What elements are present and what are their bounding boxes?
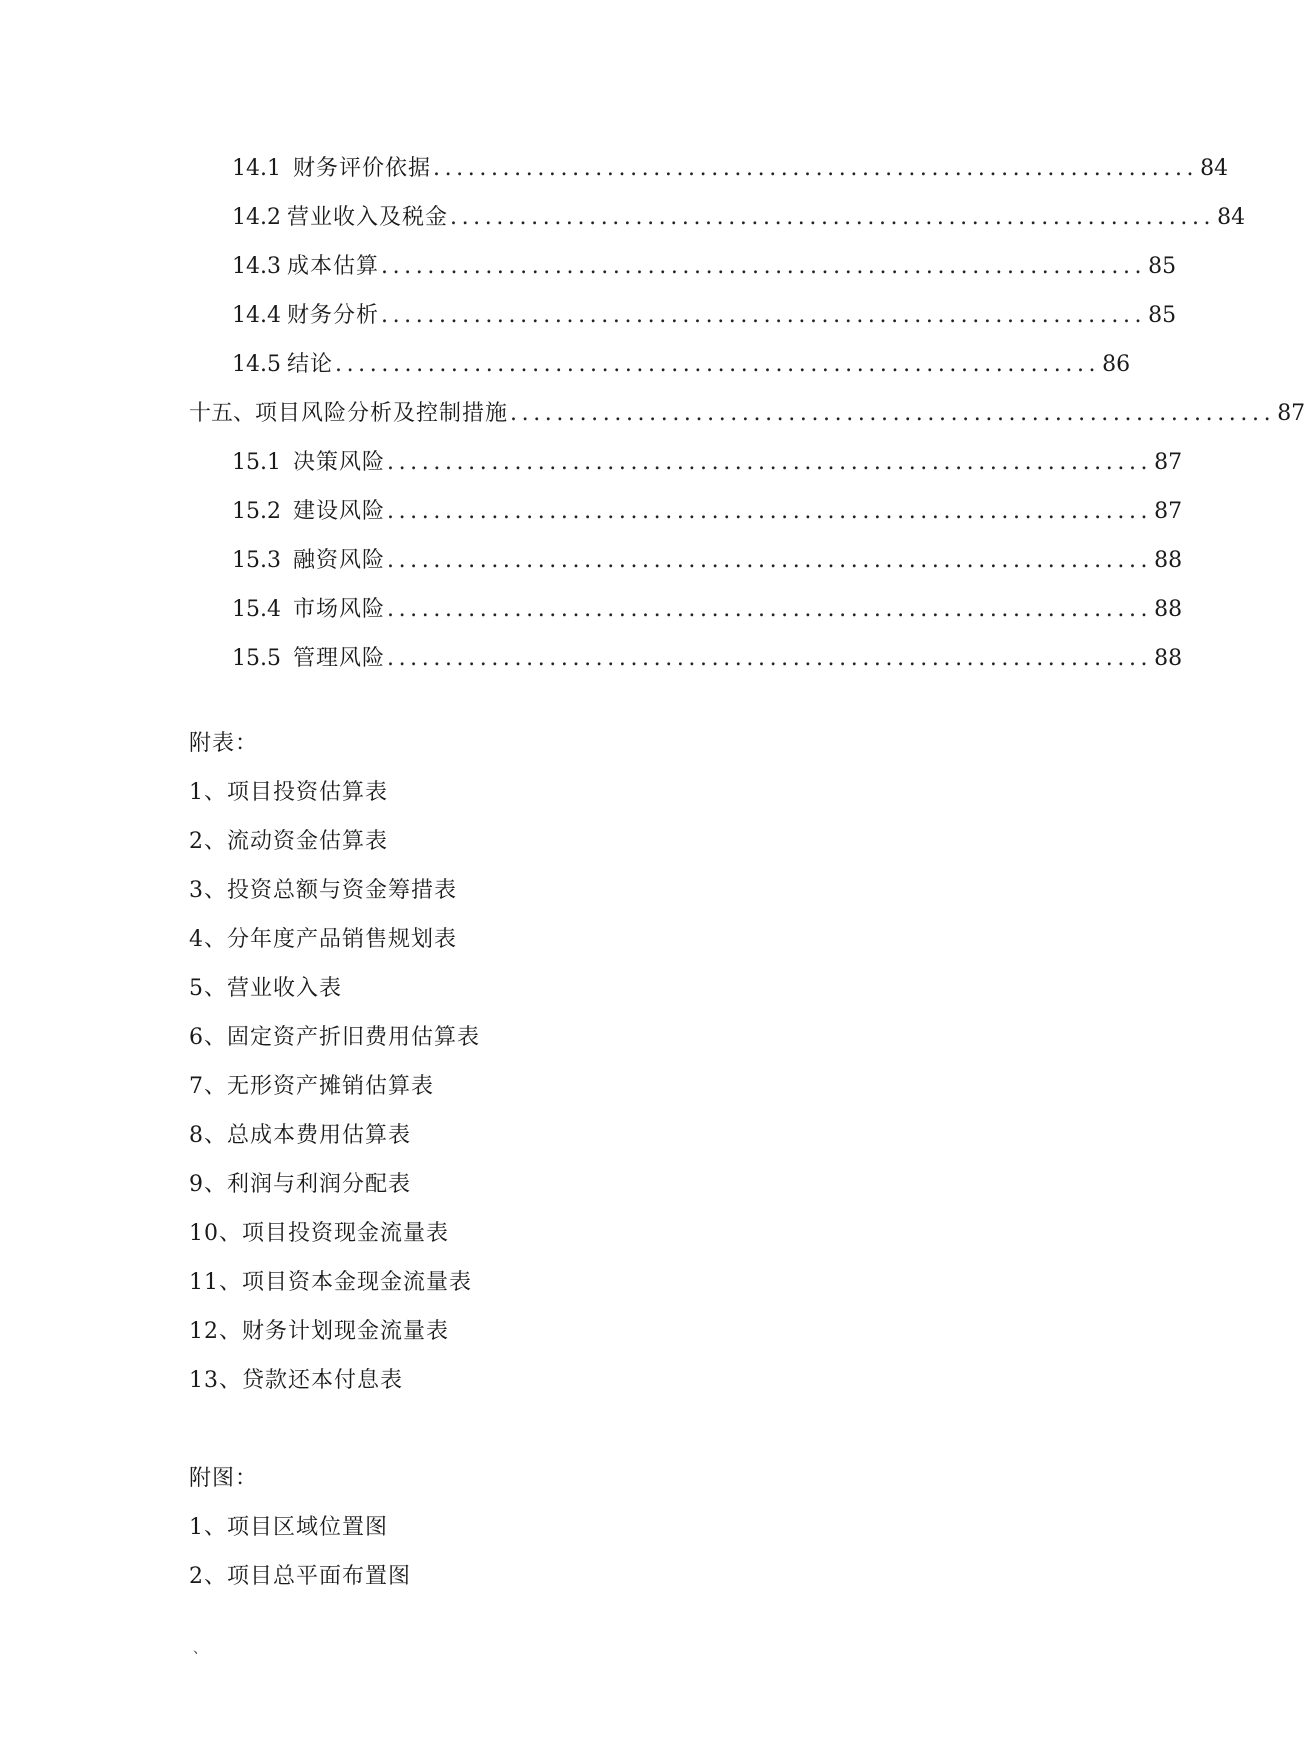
toc-entry-number: 15.1 [232,450,281,475]
toc-entry[interactable] [189,352,1131,402]
toc-entry[interactable] [189,254,1177,304]
toc-dot-leader: .................................................................. [387,548,1153,573]
toc-dot-leader: .................................................................. [510,401,1276,426]
toc-entry[interactable] [189,499,1183,549]
appendix-figures-section [189,1467,889,1614]
toc-entry[interactable] [189,450,1183,500]
toc-entry-title: 管理风险 [292,646,385,671]
toc-entry-number: 15.3 [232,548,281,573]
toc-entry-title: 项目风险分析及控制措施 [255,401,509,426]
toc-entry[interactable] [189,597,1183,647]
toc-dot-leader: .................................................................. [387,597,1153,622]
toc-page-number: 87 [1154,499,1183,524]
toc-dot-leader: .................................................................. [450,205,1216,230]
appendix-figures-heading: 附图： [189,1466,259,1491]
toc-entry-title: 建设风险 [292,499,385,524]
toc-entry[interactable] [189,205,1246,255]
toc-entry-number: 14.4 [232,303,281,328]
toc-entry-title: 成本估算 [286,254,379,279]
toc-dot-leader: .................................................................. [381,303,1147,328]
appendix-table-item: 1、项目投资估算表 [189,780,388,805]
toc-entry-title: 财务评价依据 [292,156,431,181]
toc-entry-title: 结论 [286,352,333,377]
appendix-figure-item: 1、项目区域位置图 [189,1515,388,1540]
toc-entry[interactable] [189,646,1183,696]
toc-entry-number: 14.2 [232,205,281,230]
toc-dot-leader: .................................................................. [387,646,1153,671]
appendix-table-item: 11、项目资本金现金流量表 [189,1270,472,1295]
toc-entry[interactable] [189,548,1183,598]
toc-page-number: 84 [1217,205,1246,230]
toc-entry-number: 14.1 [232,156,281,181]
toc-entry-number: 14.5 [232,352,281,377]
toc-entry-title: 决策风险 [292,450,385,475]
toc-dot-leader: .................................................................. [381,254,1147,279]
appendix-table-item: 2、流动资金估算表 [189,829,388,854]
toc-page-number: 85 [1148,254,1177,279]
toc-entry-title: 财务分析 [286,303,379,328]
appendix-table-item: 3、投资总额与资金筹措表 [189,878,457,903]
toc-entry-number: 15.2 [232,499,281,524]
toc-entry-number: 15.5 [232,646,281,671]
appendix-table-item: 5、营业收入表 [189,976,342,1001]
stray-punctuation-mark: 、 [193,1641,207,1657]
toc-entry-number: 十五、 [189,401,256,426]
toc-page-number: 87 [1154,450,1183,475]
toc-dot-leader: .................................................................. [433,156,1199,181]
appendix-table-item: 4、分年度产品销售规划表 [189,927,457,952]
toc-entry[interactable] [189,156,1229,206]
appendix-table-item: 8、总成本费用估算表 [189,1123,411,1148]
toc-entry-title: 融资风险 [292,548,385,573]
toc-entry-title: 市场风险 [292,597,385,622]
appendix-tables-heading: 附表： [189,731,259,756]
toc-dot-leader: .................................................................. [387,450,1153,475]
appendix-table-item: 13、贷款还本付息表 [189,1368,403,1393]
toc-entry[interactable] [189,303,1177,353]
toc-page-number: 84 [1200,156,1229,181]
toc-entry-number: 15.4 [232,597,281,622]
toc-entry-number: 14.3 [232,254,281,279]
appendix-table-item: 12、财务计划现金流量表 [189,1319,449,1344]
toc-dot-leader: .................................................................. [387,499,1153,524]
appendix-table-item: 9、利润与利润分配表 [189,1172,411,1197]
toc-entry-title: 营业收入及税金 [286,205,448,230]
appendix-table-item: 6、固定资产折旧费用估算表 [189,1025,480,1050]
toc-dot-leader: .................................................................. [335,352,1101,377]
toc-page-number: 86 [1102,352,1131,377]
toc-page-number: 85 [1148,303,1177,328]
toc-page-number: 87 [1277,401,1305,426]
appendix-table-item: 10、项目投资现金流量表 [189,1221,449,1246]
table-of-contents [189,156,1305,696]
appendix-table-item: 7、无形资产摊销估算表 [189,1074,434,1099]
toc-page-number: 88 [1154,548,1183,573]
appendix-figure-item: 2、项目总平面布置图 [189,1564,411,1589]
toc-page-number: 88 [1154,646,1183,671]
toc-page-number: 88 [1154,597,1183,622]
toc-chapter-entry[interactable] [189,401,1305,451]
appendix-tables-section [189,732,889,1418]
